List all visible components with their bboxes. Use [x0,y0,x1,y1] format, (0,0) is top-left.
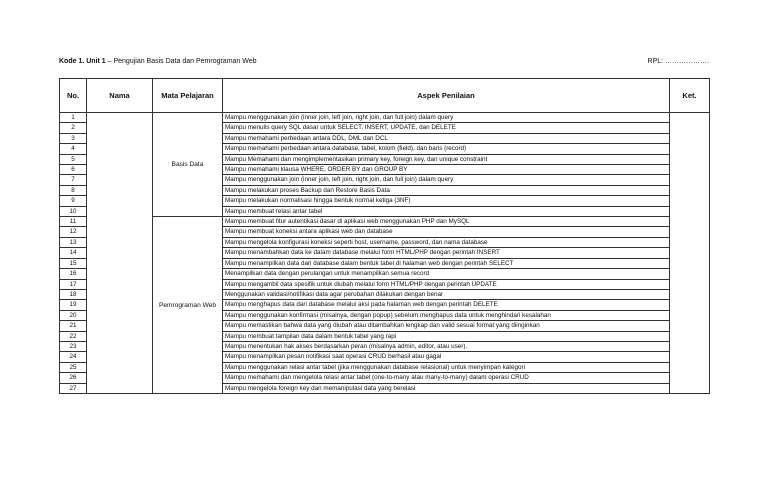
row-number: 21 [60,321,87,331]
row-number: 18 [60,289,87,299]
aspek-penilaian-cell: Mampu mengelola konfigurasi koneksi seperti host, username, password, dan nama database [223,237,670,247]
nama-cell [87,113,153,394]
aspek-penilaian-cell: Mampu memahami perbedaan antara database, tabel, kolom (field), dan baris (record) [223,144,670,154]
table-row [60,217,710,227]
aspek-penilaian-cell: Mampu menampilkan data dari database dalam bentuk tabel di halaman web dengan perintah SELECT [223,258,670,268]
row-number: 6 [60,165,87,175]
row-number: 4 [60,144,87,154]
assessment-table [59,78,710,394]
row-number: 8 [60,185,87,195]
aspek-penilaian-cell: Mampu menambahkan data ke dalam database melalui form HTML/PHP dengan perintah INSERT [223,248,670,258]
aspek-penilaian-cell: Mampu memahami dan mengelola relasi antar tabel (one-to-many atau many-to-many) dalam operasi CRUD [223,373,670,383]
aspek-penilaian-cell: Mampu membuat relasi antar tabel [223,206,670,216]
aspek-penilaian-cell: Mampu mengelola foreign key dan memanipulasi data yang berelasi [223,383,670,393]
aspek-penilaian-cell: Mampu menggunakan relasi antar tabel (jika menggunakan database relasional) untuk menyimpan kategori [223,362,670,372]
table-body [60,113,710,394]
aspek-penilaian-cell: Mampu memastikan bahwa data yang diubah atau ditambahkan lengkap dan valid sesuai format yang diinginkan [223,321,670,331]
column-header-no: No. [60,79,87,113]
row-number: 9 [60,196,87,206]
column-header-ket: Ket. [670,79,710,113]
aspek-penilaian-cell: Mampu melakukan proses Backup dan Restore Basis Data [223,185,670,195]
row-number: 15 [60,258,87,268]
row-number: 11 [60,217,87,227]
column-header-nama: Nama [87,79,153,113]
ket-cell [670,113,710,394]
row-number: 24 [60,352,87,362]
aspek-penilaian-cell: Mampu menentukan hak akses berdasarkan peran (misalnya admin, editor, atau user). [223,341,670,351]
rpl-field: RPL: ………………. [647,58,709,65]
aspek-penilaian-cell: Mampu menghapus data dari database melalui aksi pada halaman web dengan perintah DELETE [223,300,670,310]
aspek-penilaian-cell: Mampu melakukan normalisasi hingga bentuk normal ketiga (3NF) [223,196,670,206]
aspek-penilaian-cell: Mampu membuat koneksi antara aplikasi web dan database [223,227,670,237]
row-number: 10 [60,206,87,216]
mata-pelajaran-cell: Basis Data [153,113,223,217]
row-number: 25 [60,362,87,372]
row-number: 12 [60,227,87,237]
table-row [60,113,710,123]
column-header-aspek: Aspek Penilaian [223,79,670,113]
aspek-penilaian-cell: Mampu menggunakan konfirmasi (misalnya, dengan popup) sebelum menghapus data untuk menghindari kesalahan [223,310,670,320]
aspek-penilaian-cell: Mampu mengambil data spesifik untuk diubah melalui form HTML/PHP dengan perintah UPDATE [223,279,670,289]
row-number: 20 [60,310,87,320]
row-number: 14 [60,248,87,258]
document-header [59,58,709,70]
aspek-penilaian-cell: Mampu membuat fitur autentikasi dasar di aplikasi web menggunakan PHP dan MySQL [223,217,670,227]
aspek-penilaian-cell: Mampu membuat tampilan data dalam bentuk tabel yang rapi [223,331,670,341]
aspek-penilaian-cell: Mampu menampilkan pesan notifikasi saat operasi CRUD berhasil atau gagal [223,352,670,362]
aspek-penilaian-cell: Mampu menggunakan join (inner join, left join, right join, dan full join) dalam query [223,113,670,123]
kode-label: Kode 1. Unit 1 [59,58,106,65]
aspek-penilaian-cell: Mampu menulis query SQL dasar untuk SELECT, INSERT, UPDATE, dan DELETE [223,123,670,133]
aspek-penilaian-cell: Mampu memahami klausa WHERE, ORDER BY dan GROUP BY [223,165,670,175]
aspek-penilaian-cell: Mampu memahami perbedaan antara DDL, DML dan DCL [223,133,670,143]
aspek-penilaian-cell: Mampu Memahami dan mengimplementasikan primary key, foreign key, dan unique constraint [223,154,670,164]
table-header-row [60,79,710,113]
row-number: 16 [60,269,87,279]
document-title [59,58,257,65]
row-number: 26 [60,373,87,383]
row-number: 22 [60,331,87,341]
row-number: 1 [60,113,87,123]
row-number: 7 [60,175,87,185]
mata-pelajaran-cell: Pemrograman Web [153,217,223,394]
row-number: 27 [60,383,87,393]
column-header-mapel: Mata Pelajaran [153,79,223,113]
row-number: 23 [60,341,87,351]
row-number: 17 [60,279,87,289]
row-number: 3 [60,133,87,143]
aspek-penilaian-cell: Menggunakan validasi/notifikasi data agar perubahan dilakukan dengan benar [223,289,670,299]
row-number: 2 [60,123,87,133]
row-number: 13 [60,237,87,247]
row-number: 19 [60,300,87,310]
document-subtitle: – Pengujian Basis Data dan Pemrograman Web [105,58,257,65]
row-number: 5 [60,154,87,164]
aspek-penilaian-cell: Mampu menggunakan join (inner join, left join, right join, dan full join) dalam query [223,175,670,185]
aspek-penilaian-cell: Menampilkan data dengan perulangan untuk menampilkan semua record [223,269,670,279]
